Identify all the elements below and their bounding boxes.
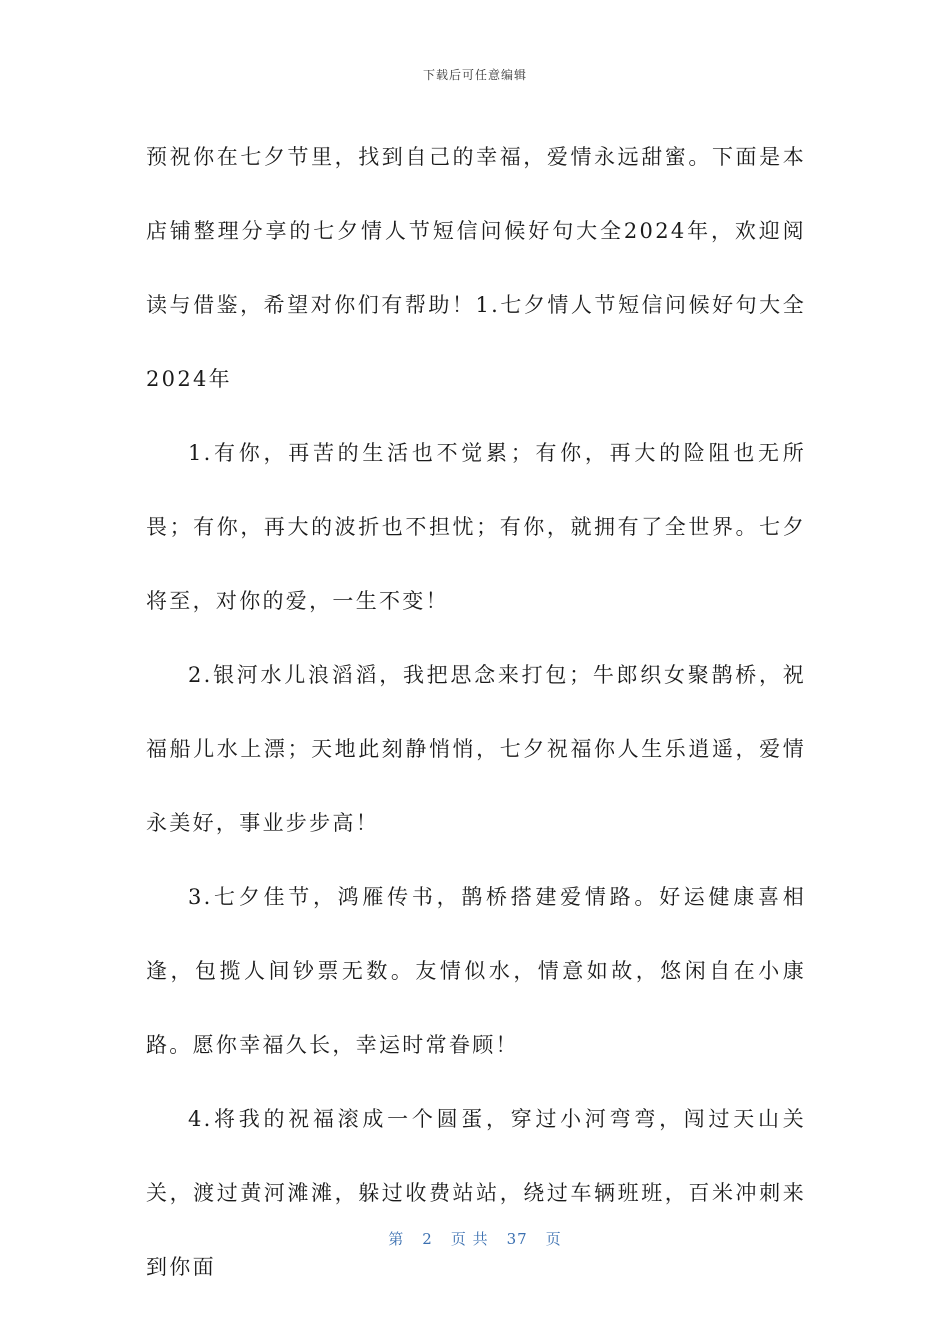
page-footer [0, 1228, 950, 1249]
paragraph-item-4: 4.将我的祝福滚成一个圆蛋，穿过小河弯弯，闯过天山关关，渡过黄河滩滩，躲过收费站站，绕过车辆班班，百米冲刺来到你面 [146, 1107, 806, 1279]
footer-prefix: 第 [388, 1230, 405, 1248]
paragraph-intro: 预祝你在七夕节里，找到自己的幸福，爱情永远甜蜜。下面是本店铺整理分享的七夕情人节短信问候好句大全2024年，欢迎阅读与借鉴，希望对你们有帮助！1.七夕情人节短信问候好句大全2024年 [146, 145, 806, 391]
document-body [146, 120, 806, 1304]
footer-suffix: 页 [545, 1230, 562, 1248]
footer-total-pages: 37 [506, 1230, 528, 1248]
paragraph-item-3: 3.七夕佳节，鸿雁传书，鹊桥搭建爱情路。好运健康喜相逢，包揽人间钞票无数。友情似水，情意如故，悠闲自在小康路。愿你幸福久长，幸运时常眷顾！ [146, 885, 806, 1057]
paragraph-item-2: 2.银河水儿浪滔滔，我把思念来打包；牛郎织女聚鹊桥，祝福船儿水上漂；天地此刻静悄悄，七夕祝福你人生乐逍遥，爱情永美好，事业步步高！ [146, 663, 806, 835]
page-header: 下载后可任意编辑 [422, 68, 527, 82]
footer-page-number: 2 [422, 1230, 433, 1248]
footer-middle: 页 共 [450, 1230, 489, 1248]
paragraph-item-1: 1.有你，再苦的生活也不觉累；有你，再大的险阻也无所畏；有你，再大的波折也不担忧；有你，就拥有了全世界。七夕将至，对你的爱，一生不变！ [146, 441, 806, 613]
